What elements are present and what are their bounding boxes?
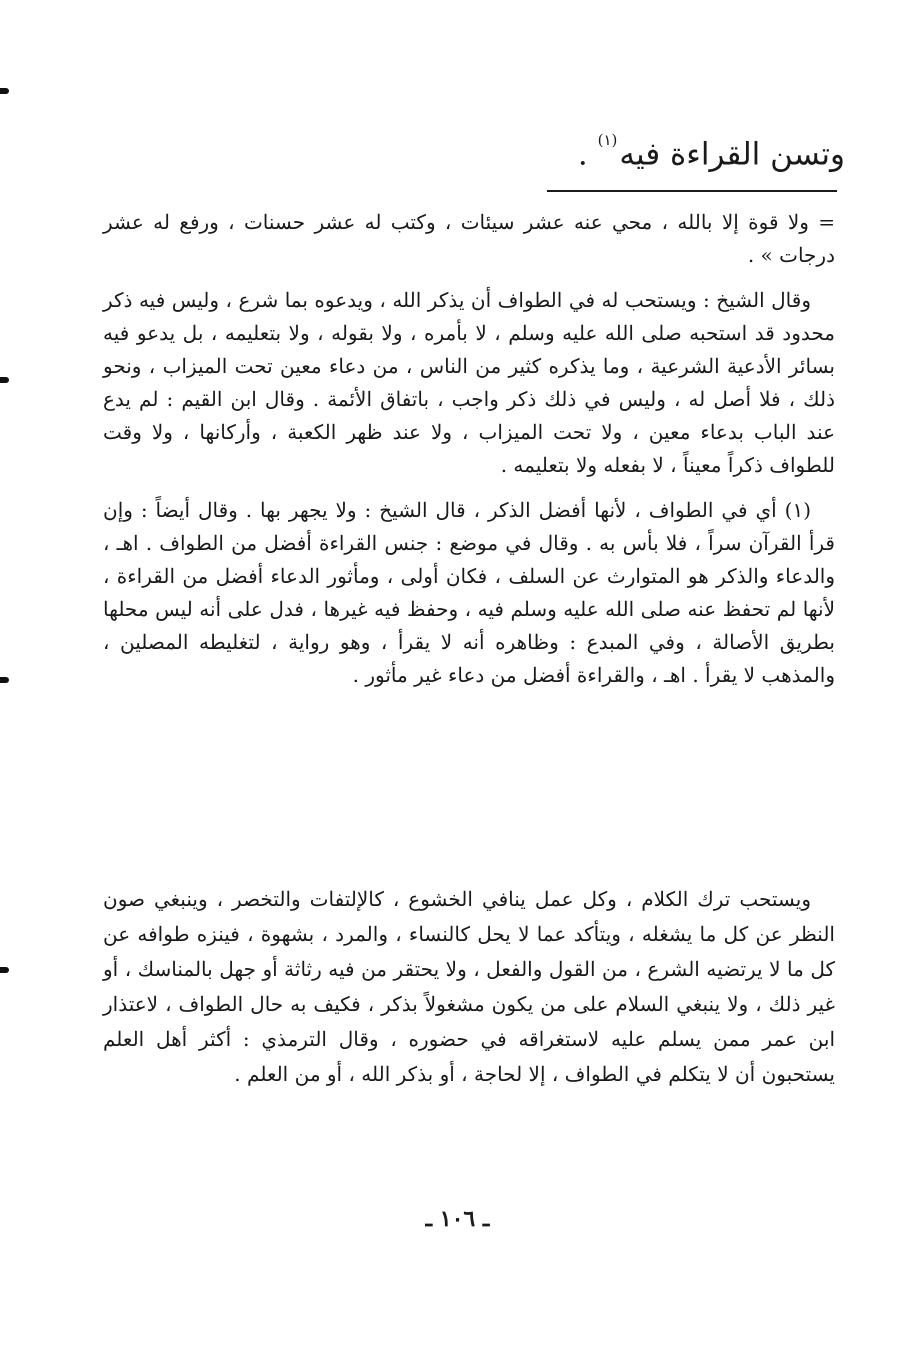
footnote-1: (١) أي في الطواف ، لأنها أفضل الذكر ، قال الشيخ : ولا يجهر بها . وقال أيضاً : وإن قرأ القرآن سراً ، فلا بأس به . وقال في موضع : جنس القراءة أفضل من الطواف . اهـ ، والدعاء والذكر هو المتوارث عن السلف ، فكان أولى ، ومأثور الدعاء أفضل من القراءة ، لأنها لم تحفظ عنه صلى الله عليه وسلم فيه ، وحفظ فيه غيرها ، فدل على أنه ليس محلها بطريق الأصالة ، وفي المبدع : وظاهره أنه لا يقرأ ، وهو رواية ، لتغليطه المصلين ، والمذهب لا يقرأ . اهـ ، والقراءة أفضل من دعاء غير مأثور . — [103, 498, 835, 687]
footnotes-section — [103, 206, 835, 704]
main-text: وتسن القراءة فيه — [619, 136, 845, 173]
footnote-marker: (١) — [597, 131, 618, 149]
footnote-continuation: = ولا قوة إلا بالله ، محي عنه عشر سيئات ، وكتب له عشر حسنات ، ورفع له عشر درجات » . — [103, 210, 835, 267]
footnote-sheikh-quote: وقال الشيخ : ويستحب له في الطواف أن يذكر الله ، ويدعوه بما شرع ، وليس فيه ذكر محدود قد استحبه صلى الله عليه وسلم ، لا بأمره ، ولا بقوله ، ولا بتعليمه ، بل يدعو فيه بسائر الأدعية الشرعية ، وما يذكره كثير من الناس ، من دعاء معين تحت الميزاب ، ونحو ذلك ، فلا أصل له ، وليس في ذلك ذكر واجب ، باتفاق الأئمة . وقال ابن القيم : لم يدع عند الباب بدعاء معين ، ولا تحت الميزاب ، ولا عند ظهر الكعبة ، وأركانها ، ولا وقت للطواف ذكراً معيناً ، لا بفعله ولا بتعليمه . — [103, 288, 835, 477]
scan-edge-mark — [0, 967, 9, 973]
body-paragraph: ويستحب ترك الكلام ، وكل عمل ينافي الخشوع ، كالإلتفات والتخصر ، وينبغي صون النظر عن كل ما يشغله ، ويتأكد عما لا يحل كالنساء ، والمرد ، بشهوة ، فينزه طوافه عن كل ما لا يرتضيه الشرع ، من القول والفعل ، ولا يحتقر من فيه رثاثة أو جهل بالمناسك ، أو غير ذلك ، ولا ينبغي السلام على من يكون مشغولاً بذكر ، فكيف به حال الطواف ، لاعتذار ابن عمر ممن يسلم عليه لاستغراقه في حضوره ، وقال الترمذي : أكثر أهل العلم يستحبون أن لا يتكلم في الطواف ، إلا لحاجة ، أو بذكر الله ، أو من العلم . — [103, 887, 835, 1086]
main-text-line — [425, 118, 845, 178]
scan-edge-mark — [0, 677, 9, 683]
page-number: ـ ١٠٦ ـ — [425, 1206, 490, 1232]
main-end-dot: . — [577, 136, 588, 173]
scan-edge-mark — [0, 88, 9, 94]
scan-edge-mark — [0, 377, 9, 383]
footnote-separator — [547, 190, 837, 192]
